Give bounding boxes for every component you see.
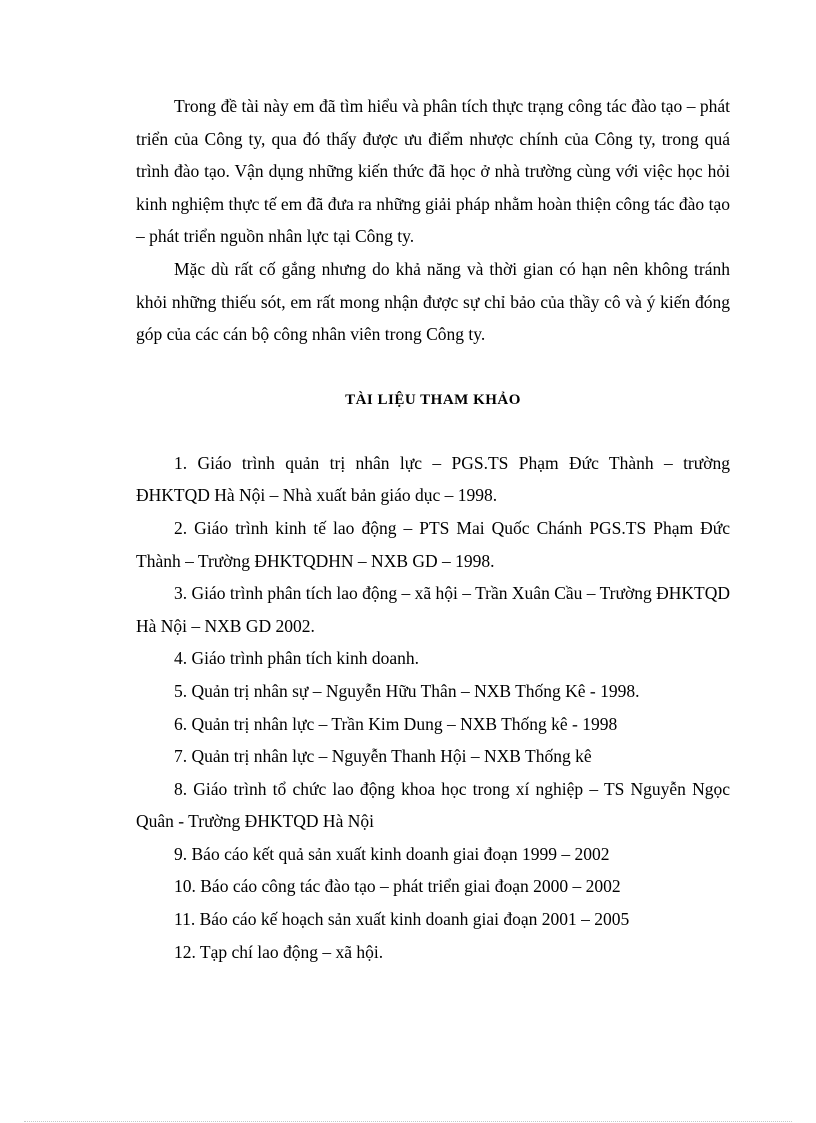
conclusion-paragraph-1: Trong đề tài này em đã tìm hiểu và phân tích thực trạng công tác đào tạo – phát triển của Công ty, qua đó thấy được ưu điểm nhược chính của Công ty, trong quá trình đào tạo. Vận dụng những kiến thức đã học ở nhà trường cùng với việc học hỏi kinh nghiệm thực tế em đã đưa ra những giải pháp nhằm hoàn thiện công tác đào tạo – phát triển nguồn nhân lực tại Công ty. — [136, 96, 730, 247]
conclusion-paragraph-2: Mặc dù rất cố gắng nhưng do khả năng và thời gian có hạn nên không tránh khỏi những thiếu sót, em rất mong nhận được sự chỉ bảo của thầy cô và ý kiến đóng góp của các cán bộ công nhân viên trong Công ty. — [136, 258, 730, 345]
reference-item-3: 3. Giáo trình phân tích lao động – xã hội – Trần Xuân Cầu – Trường ĐHKTQD Hà Nội – NXB GD 2002. — [136, 583, 730, 636]
reference-item-5: 5. Quản trị nhân sự – Nguyễn Hữu Thân – NXB Thống Kê - 1998. — [174, 680, 640, 701]
reference-item-10: 10. Báo cáo công tác đào tạo – phát triển giai đoạn 2000 – 2002 — [174, 876, 621, 897]
reference-item-2: 2. Giáo trình kinh tế lao động – PTS Mai Quốc Chánh PGS.TS Phạm Đức Thành – Trường ĐHKTQDHN – NXB GD – 1998. — [136, 517, 730, 571]
reference-item-1: 1. Giáo trình quản trị nhân lực – PGS.TS Phạm Đức Thành – trường ĐHKTQD Hà Nội – Nhà xuất bản giáo dục – 1998. — [136, 452, 730, 506]
reference-item-11: 11. Báo cáo kế hoạch sản xuất kinh doanh giai đoạn 2001 – 2005 — [174, 909, 630, 930]
reference-item-12: 12. Tạp chí lao động – xã hội. — [174, 941, 384, 962]
reference-item-4: 4. Giáo trình phân tích kinh doanh. — [174, 648, 419, 669]
reference-item-9: 9. Báo cáo kết quả sản xuất kinh doanh giai đoạn 1999 – 2002 — [174, 843, 610, 864]
references-heading: TÀI LIỆU THAM KHẢO — [345, 391, 521, 408]
reference-item-8: 8. Giáo trình tổ chức lao động khoa học trong xí nghiệp – TS Nguyễn Ngọc Quân - Trường ĐHKTQD Hà Nội — [136, 778, 730, 832]
references-list — [136, 447, 730, 969]
reference-item-7: 7. Quản trị nhân lực – Nguyễn Thanh Hội – NXB Thống kê — [174, 746, 592, 767]
reference-item-6: 6. Quản trị nhân lực – Trần Kim Dung – NXB Thống kê - 1998 — [174, 713, 618, 734]
document-page — [136, 90, 730, 968]
page-bottom-rule — [24, 1121, 792, 1122]
